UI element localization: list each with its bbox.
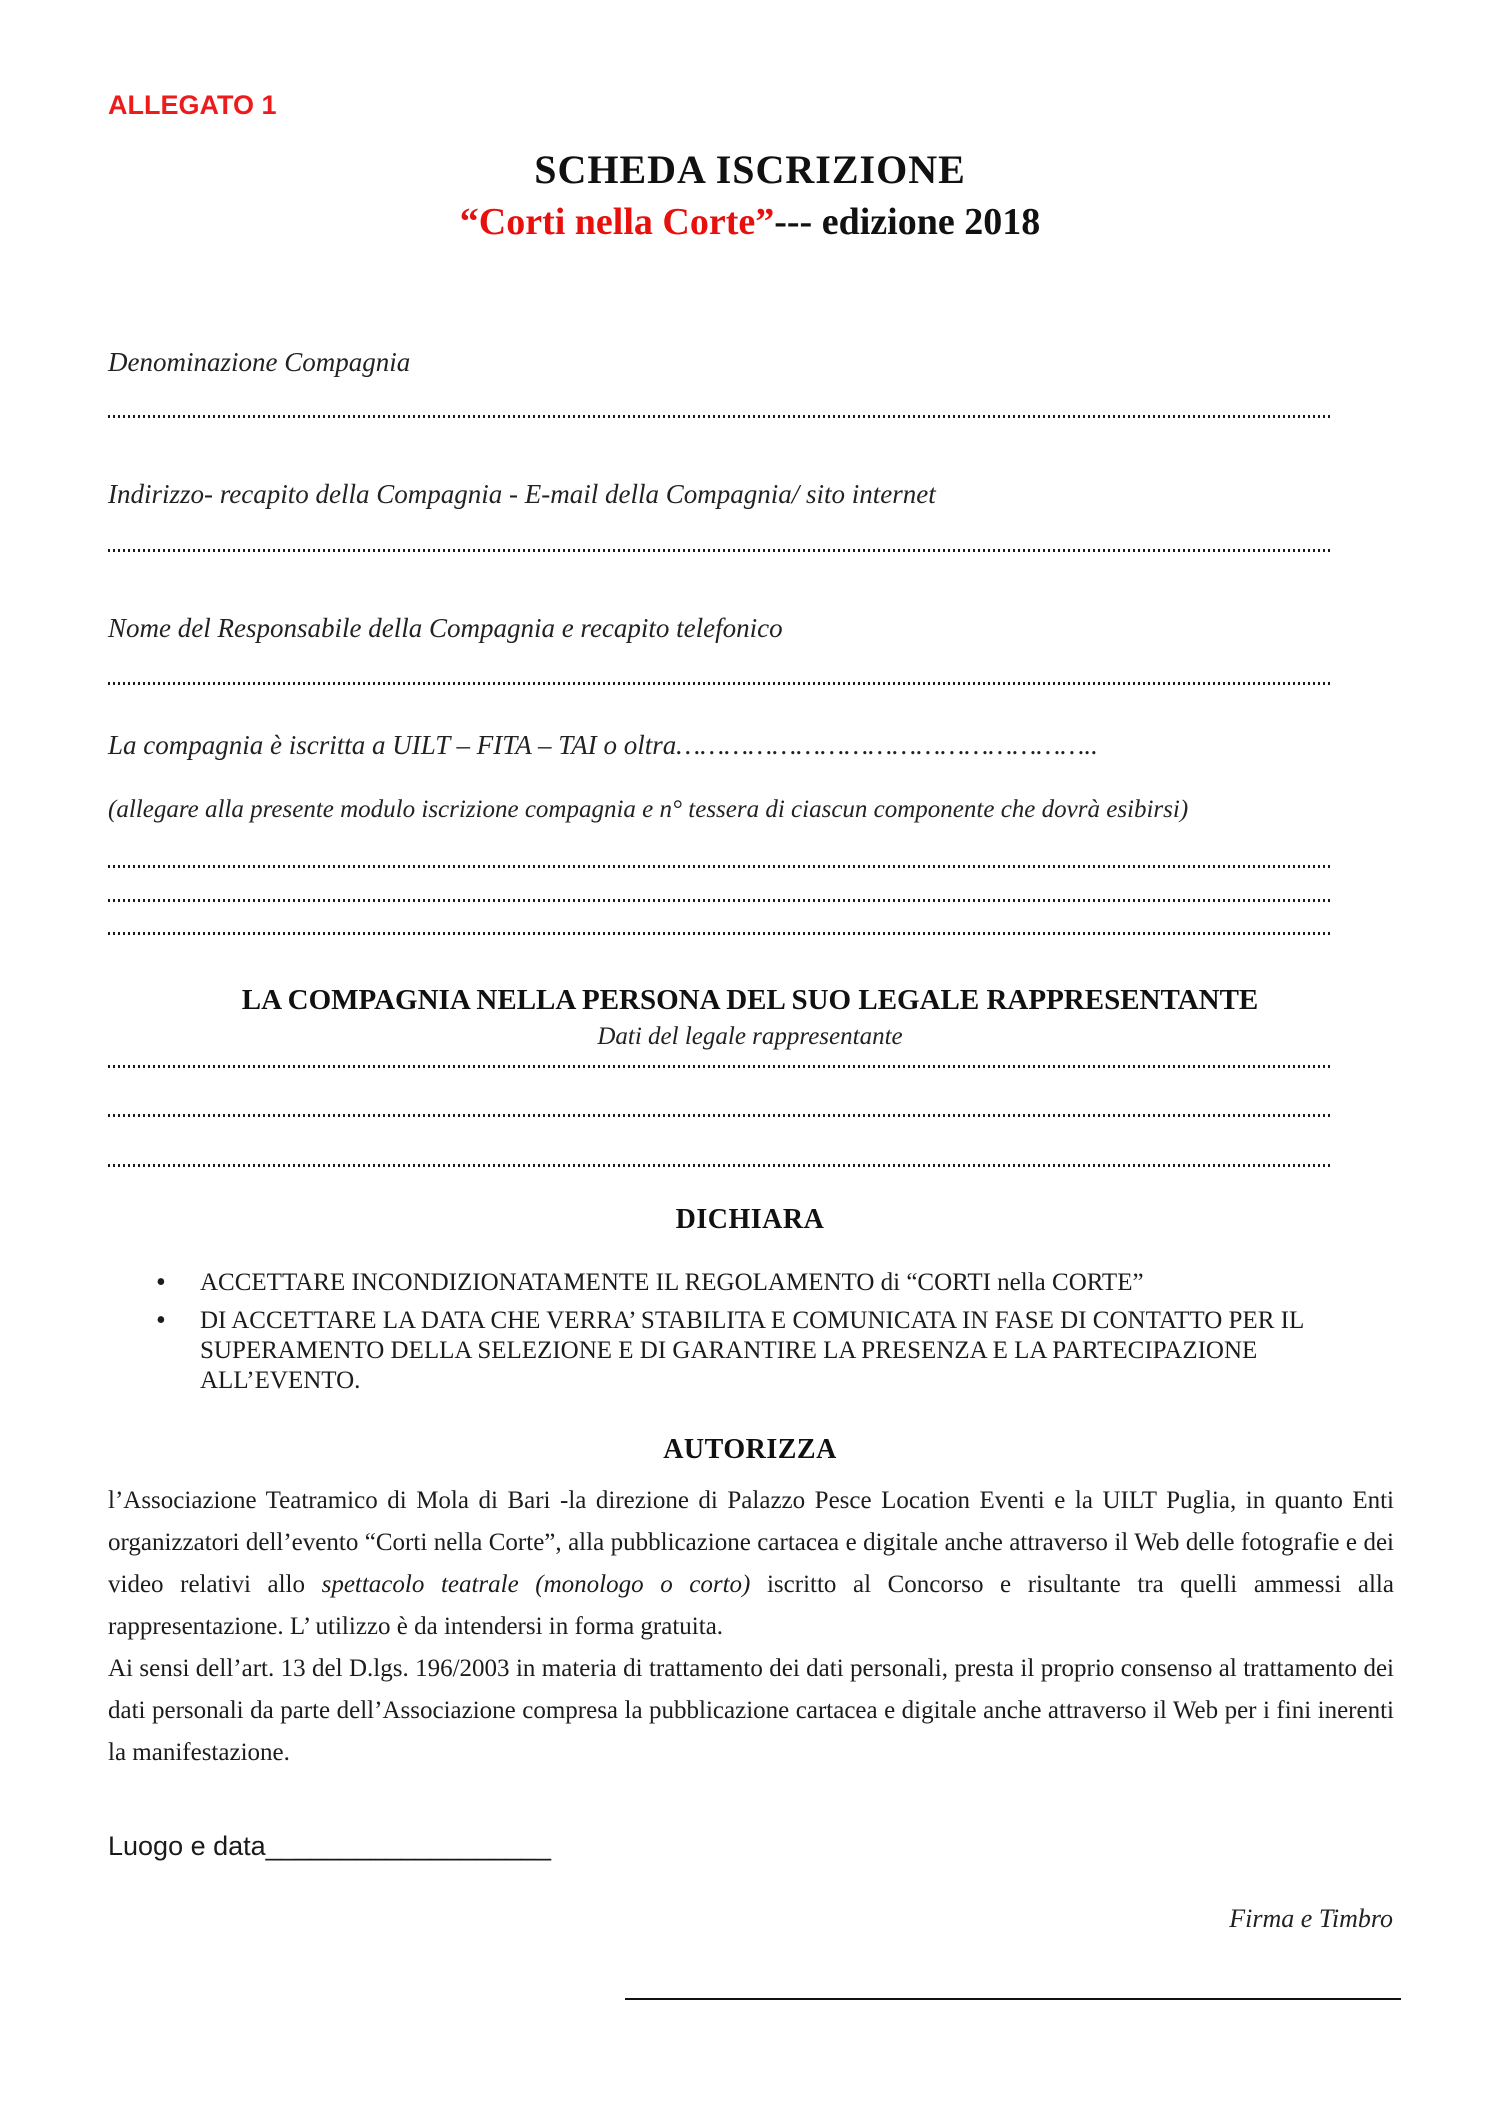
- para1-text-italic: spettacolo teatrale (monologo o corto): [321, 1571, 751, 1598]
- section-heading-autorizza: AUTORIZZA: [663, 1434, 837, 1465]
- bullet-item-data: • DI ACCETTARE LA DATA CHE VERRA’ STABILITA E COMUNICATA IN FASE DI CONTATTO PER IL SUPERAMENTO DELLA SELEZIONE E DI GARANTIRE LA PRESENZA E LA PARTECIPAZIONE ALL’EVENTO.: [150, 1306, 1400, 1396]
- fill-in-line-responsabile: [108, 682, 1333, 685]
- fill-in-line-2: [108, 899, 1333, 902]
- fill-in-line-denominazione: [108, 415, 1333, 418]
- luogo-e-data-label: Luogo e data: [108, 1831, 266, 1861]
- fill-in-line-indirizzo: [108, 549, 1333, 552]
- para1-text-after: iscritto al Concorso e risultante tra quelli ammessi alla rappresentazione. L’ utilizzo è da intendersi in forma gratuita.: [108, 1571, 1394, 1640]
- allegato-label: ALLEGATO 1: [108, 90, 277, 120]
- dichiara-bullet-list: [150, 1268, 1400, 1404]
- luogo-e-data-field: [108, 1831, 551, 1862]
- firma-e-timbro-label: Firma e Timbro: [1229, 1904, 1393, 1933]
- fill-in-line-3: [108, 932, 1333, 935]
- autorizza-paragraphs: [108, 1480, 1394, 1774]
- edition-text: --- edizione 2018: [774, 201, 1041, 243]
- fill-in-line-legale-3: [108, 1164, 1333, 1167]
- field-label-indirizzo: Indirizzo- recapito della Compagnia - E-mail della Compagnia/ sito internet: [108, 479, 936, 509]
- fill-in-line-legale-2: [108, 1114, 1333, 1117]
- event-name-red: “Corti nella Corte”: [459, 201, 775, 243]
- page-title: SCHEDA ISCRIZIONE: [534, 147, 966, 192]
- bullet-item-regolamento: • ACCETTARE INCONDIZIONATAMENTE IL REGOLAMENTO di “CORTI nella CORTE”: [150, 1268, 1400, 1298]
- autorizza-paragraph-2: Ai sensi dell’art. 13 del D.lgs. 196/2003 in materia di trattamento dei dati personali, presta il proprio consenso al trattamento dei dati personali da parte dell’Associazione compresa la pubblicazione cartacea e digitale anche attraverso il Web per i fini inerenti la manifestazione.: [108, 1655, 1394, 1766]
- field-label-responsabile: Nome del Responsabile della Compagnia e recapito telefonico: [108, 613, 783, 643]
- luogo-e-data-blank: ___________________: [265, 1831, 551, 1861]
- fill-in-line-legale-1: [108, 1065, 1333, 1068]
- page-subtitle: [0, 200, 1500, 244]
- section-heading-dichiara: DICHIARA: [675, 1204, 825, 1235]
- field-label-denominazione: Denominazione Compagnia: [108, 347, 411, 377]
- para1-text-before: l’Associazione Teatramico di Mola di Bari -la direzione di Palazzo Pesce Location Eventi e la UILT Puglia, in quanto Enti organizzatori dell’evento “Corti nella Corte”, alla pubblicazione cartacea e digitale anche attraverso il Web delle fotografie e dei video relativi allo: [108, 1487, 1394, 1598]
- note-allegare: (allegare alla presente modulo iscrizione compagnia e n° tessera di ciascun componente che dovrà esibirsi): [108, 796, 1189, 823]
- signature-line: [625, 1998, 1401, 2000]
- field-label-iscrizione: La compagnia è iscritta a UILT – FITA – TAI o oltra……………………………………………..: [108, 730, 1098, 760]
- section-subheading-legale: Dati del legale rappresentante: [597, 1023, 903, 1050]
- fill-in-line-1: [108, 865, 1333, 868]
- autorizza-paragraph-1: [108, 1480, 1394, 1648]
- section-heading-legale: LA COMPAGNIA NELLA PERSONA DEL SUO LEGALE RAPPRESENTANTE: [241, 984, 1259, 1016]
